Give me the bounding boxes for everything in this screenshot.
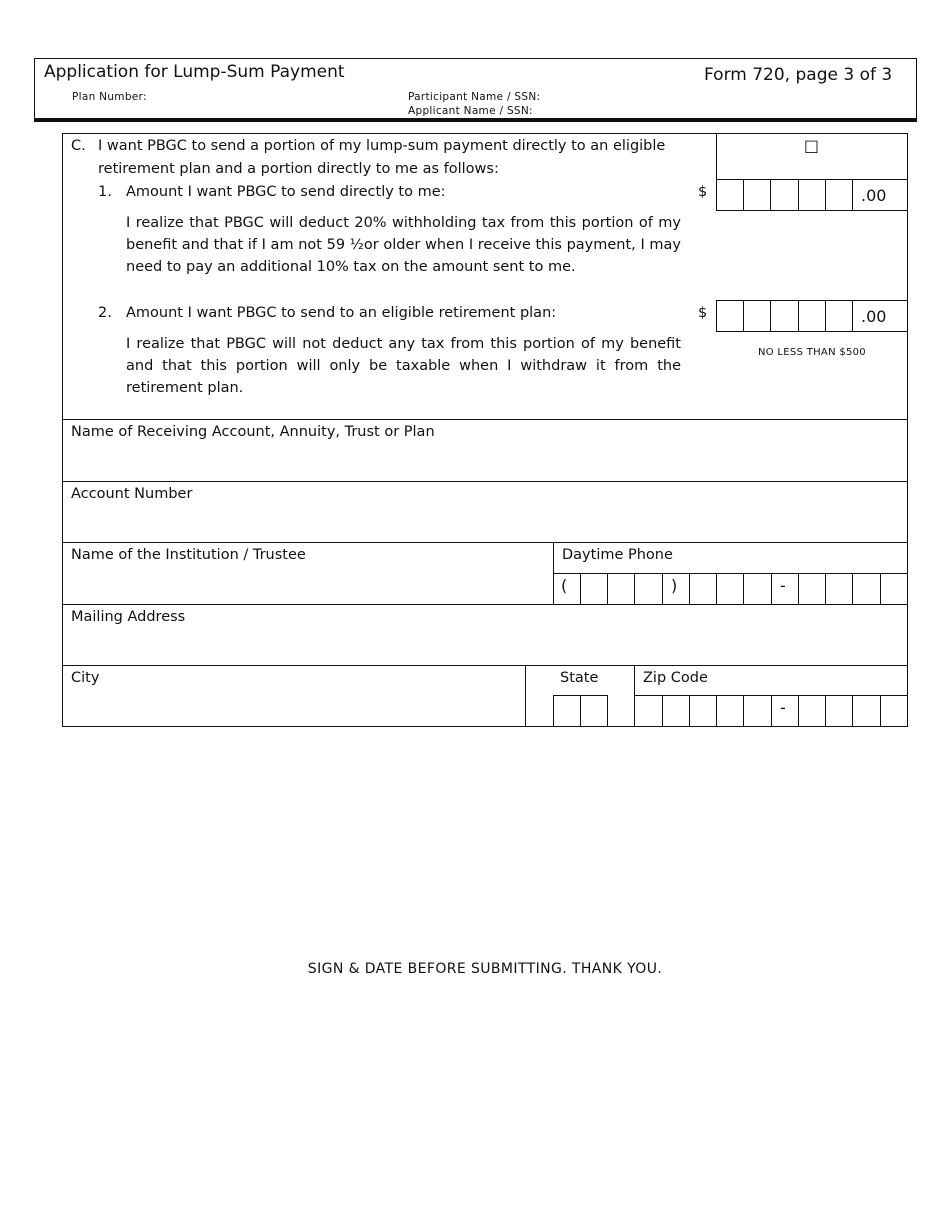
phone-dash: -: [780, 576, 786, 595]
form-id: Form 720, page 3 of 3: [704, 65, 893, 85]
footer-instruction: SIGN & DATE BEFORE SUBMITTING. THANK YOU.: [307, 961, 663, 977]
section-c-checkbox[interactable]: ☐: [803, 138, 820, 158]
item2-note: I realize that PBGC will not deduct any tax from this portion of my benefit and that this portion will only be taxable when I withdraw it from the retirement plan.: [126, 336, 681, 396]
mailing-address-input[interactable]: [63, 628, 907, 664]
section-c-intro-line2: retirement plan and a portion directly to me as follows:: [98, 161, 499, 177]
receiving-account-label: Name of Receiving Account, Annuity, Trust or Plan: [71, 424, 435, 440]
applicant-label: Applicant Name / SSN:: [408, 105, 533, 117]
section-c-letter: C.: [71, 138, 86, 154]
item1-currency: $: [698, 184, 708, 200]
institution-input[interactable]: [63, 566, 552, 603]
item1-cents: .00: [861, 186, 887, 205]
mailing-address-label: Mailing Address: [71, 609, 186, 625]
state-label: State: [560, 670, 599, 686]
item2-cents: .00: [861, 307, 887, 326]
form-title: Application for Lump-Sum Payment: [44, 62, 345, 82]
city-input[interactable]: [63, 689, 524, 725]
phone-close-paren: ): [671, 576, 678, 595]
receiving-account-input[interactable]: [63, 443, 907, 480]
item1-note: I realize that PBGC will deduct 20% withholding tax from this portion of my benefit and that if I am not 59 ½or older when I receive this payment, I may need to pay an additional 10% tax on the amount sent to me.: [126, 215, 681, 275]
institution-label: Name of the Institution / Trustee: [71, 547, 306, 563]
city-label: City: [71, 670, 100, 686]
daytime-phone-label: Daytime Phone: [562, 547, 673, 563]
item1-number: 1.: [98, 184, 112, 200]
item2-currency: $: [698, 305, 708, 321]
account-number-label: Account Number: [71, 486, 193, 502]
item1-label: Amount I want PBGC to send directly to me:: [126, 184, 446, 200]
phone-open-paren: (: [561, 576, 568, 595]
plan-number-label: Plan Number:: [72, 91, 147, 103]
minimum-amount-note: NO LESS THAN $500: [758, 347, 866, 358]
section-c-intro-line1: I want PBGC to send a portion of my lump-sum payment directly to an eligible: [98, 138, 666, 154]
account-number-input[interactable]: [63, 505, 907, 541]
participant-label: Participant Name / SSN:: [408, 91, 541, 103]
item2-label: Amount I want PBGC to send to an eligible retirement plan:: [126, 305, 557, 321]
zip-dash: -: [780, 698, 786, 717]
zip-code-label: Zip Code: [643, 670, 708, 686]
item2-number: 2.: [98, 305, 112, 321]
